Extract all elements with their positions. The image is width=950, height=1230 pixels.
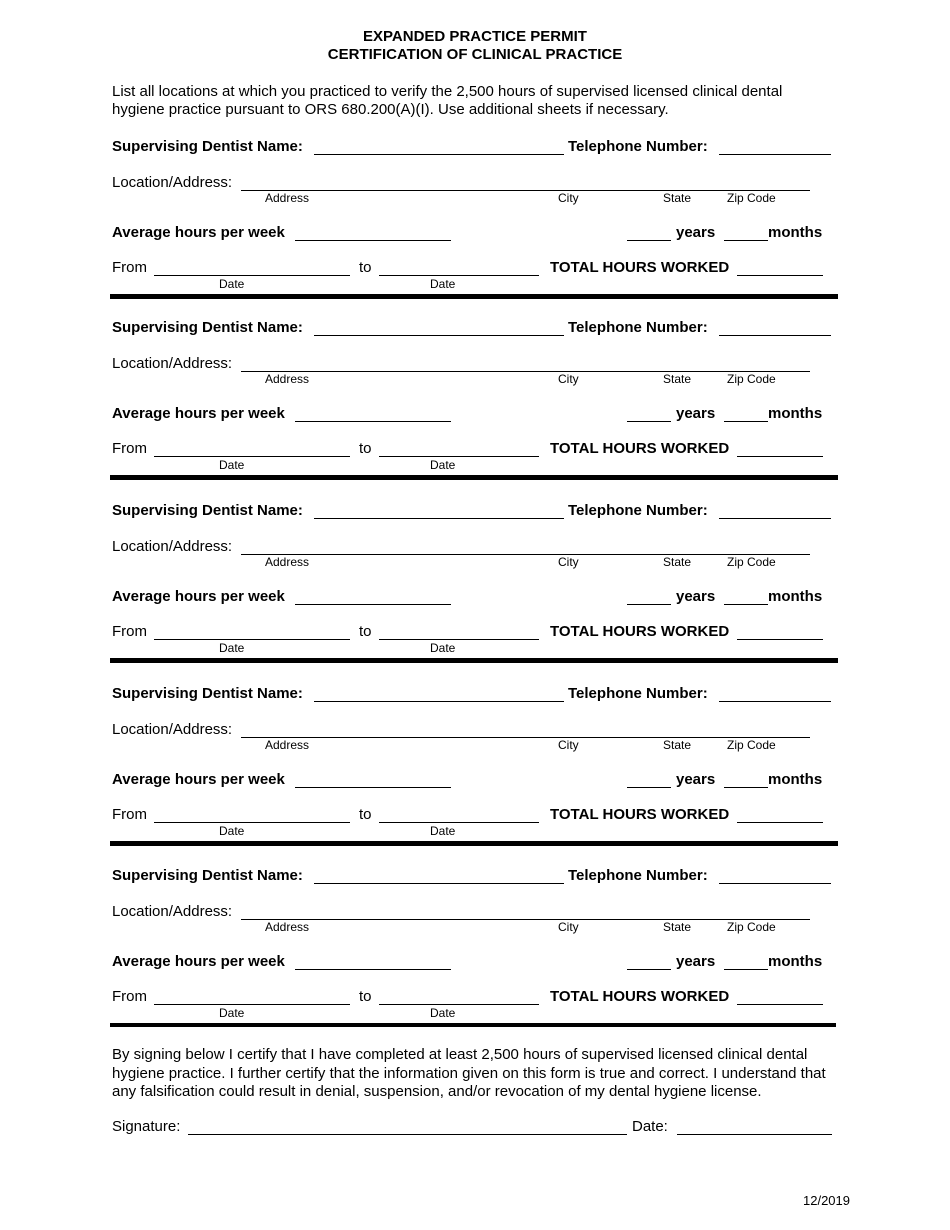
total-hours-label: TOTAL HOURS WORKED — [550, 988, 730, 1005]
address-caption: Address — [265, 191, 310, 205]
to-label: to — [359, 806, 372, 823]
years-label: years — [676, 953, 716, 970]
telephone-label: Telephone Number: — [568, 319, 708, 336]
avg-hours-label: Average hours per week — [112, 405, 285, 422]
location-label: Location/Address: — [112, 355, 233, 372]
telephone-label: Telephone Number: — [568, 138, 708, 155]
to-date-field[interactable] — [379, 1004, 539, 1005]
practice-location-section — [0, 364, 950, 655]
supervising-dentist-field[interactable] — [314, 335, 564, 336]
to-label: to — [359, 623, 372, 640]
state-caption: State — [663, 738, 692, 752]
avg-hours-field[interactable] — [295, 969, 451, 970]
signature-date-field[interactable] — [677, 1134, 832, 1135]
location-label: Location/Address: — [112, 903, 233, 920]
telephone-field[interactable] — [719, 154, 831, 155]
to-date-caption: Date — [430, 277, 456, 291]
total-hours-label: TOTAL HOURS WORKED — [550, 623, 730, 640]
zip-caption: Zip Code — [727, 555, 776, 569]
location-label: Location/Address: — [112, 538, 233, 555]
practice-location-section — [0, 729, 950, 1020]
years-label: years — [676, 588, 716, 605]
to-date-caption: Date — [430, 1006, 456, 1020]
telephone-field[interactable] — [719, 883, 831, 884]
from-date-caption: Date — [219, 824, 245, 838]
form-title: EXPANDED PRACTICE PERMIT — [363, 28, 587, 45]
practice-location-section — [0, 547, 950, 838]
city-caption: City — [558, 920, 579, 934]
address-caption: Address — [265, 738, 310, 752]
to-date-caption: Date — [430, 824, 456, 838]
avg-hours-label: Average hours per week — [112, 588, 285, 605]
to-date-caption: Date — [430, 458, 456, 472]
signature-date-label: Date: — [632, 1118, 668, 1135]
address-caption: Address — [265, 372, 310, 386]
from-label: From — [112, 806, 147, 823]
supervising-dentist-label: Supervising Dentist Name: — [112, 502, 303, 519]
state-caption: State — [663, 191, 692, 205]
signature-label: Signature: — [112, 1118, 181, 1135]
months-field[interactable] — [724, 969, 768, 970]
to-label: to — [359, 988, 372, 1005]
section-divider — [110, 1023, 836, 1027]
supervising-dentist-label: Supervising Dentist Name: — [112, 138, 303, 155]
total-hours-label: TOTAL HOURS WORKED — [550, 440, 730, 457]
city-caption: City — [558, 372, 579, 386]
state-caption: State — [663, 555, 692, 569]
supervising-dentist-field[interactable] — [314, 883, 564, 884]
years-label: years — [676, 771, 716, 788]
location-label: Location/Address: — [112, 174, 233, 191]
location-address-field[interactable] — [241, 919, 810, 920]
address-caption: Address — [265, 920, 310, 934]
city-caption: City — [558, 555, 579, 569]
from-label: From — [112, 988, 147, 1005]
supervising-dentist-field[interactable] — [314, 518, 564, 519]
months-label: months — [768, 771, 823, 788]
from-label: From — [112, 623, 147, 640]
years-label: years — [676, 405, 716, 422]
revision-date: 12/2019 — [803, 1193, 850, 1208]
state-caption: State — [663, 920, 692, 934]
form-subtitle: CERTIFICATION OF CLINICAL PRACTICE — [327, 46, 623, 63]
zip-caption: Zip Code — [727, 191, 776, 205]
supervising-dentist-label: Supervising Dentist Name: — [112, 319, 303, 336]
signature-field[interactable] — [188, 1134, 627, 1135]
avg-hours-label: Average hours per week — [112, 224, 285, 241]
supervising-dentist-label: Supervising Dentist Name: — [112, 685, 303, 702]
certification-statement: By signing below I certify that I have completed at least 2,500 hours of supervised licensed clinical dental hygiene practice. I further certify that the information given on this form is true and correct. I understand that any falsification could result in denial, suspension, and/or revocation of my dental hygiene license. — [112, 1046, 826, 1100]
months-label: months — [768, 588, 823, 605]
from-date-caption: Date — [219, 277, 245, 291]
telephone-label: Telephone Number: — [568, 867, 708, 884]
telephone-field[interactable] — [719, 518, 831, 519]
months-label: months — [768, 224, 823, 241]
zip-caption: Zip Code — [727, 738, 776, 752]
from-label: From — [112, 440, 147, 457]
years-label: years — [676, 224, 716, 241]
to-date-caption: Date — [430, 641, 456, 655]
telephone-field[interactable] — [719, 335, 831, 336]
city-caption: City — [558, 738, 579, 752]
to-label: to — [359, 440, 372, 457]
instructions: List all locations at which you practiced to verify the 2,500 hours of supervised licensed clinical dental hygiene practice pursuant to ORS 680.200(A)(I). Use additional sheets if necessary. — [112, 83, 783, 118]
months-label: months — [768, 405, 823, 422]
years-field[interactable] — [627, 969, 671, 970]
from-date-caption: Date — [219, 641, 245, 655]
to-label: to — [359, 259, 372, 276]
zip-caption: Zip Code — [727, 920, 776, 934]
telephone-field[interactable] — [719, 701, 831, 702]
total-hours-field[interactable] — [737, 1004, 823, 1005]
city-caption: City — [558, 191, 579, 205]
practice-location-section — [0, 181, 950, 472]
supervising-dentist-label: Supervising Dentist Name: — [112, 867, 303, 884]
location-label: Location/Address: — [112, 721, 233, 738]
from-label: From — [112, 259, 147, 276]
zip-caption: Zip Code — [727, 372, 776, 386]
telephone-label: Telephone Number: — [568, 502, 708, 519]
avg-hours-label: Average hours per week — [112, 953, 285, 970]
avg-hours-label: Average hours per week — [112, 771, 285, 788]
supervising-dentist-field[interactable] — [314, 154, 564, 155]
state-caption: State — [663, 372, 692, 386]
total-hours-label: TOTAL HOURS WORKED — [550, 806, 730, 823]
address-caption: Address — [265, 555, 310, 569]
telephone-label: Telephone Number: — [568, 685, 708, 702]
practice-location-section — [0, 0, 950, 291]
months-label: months — [768, 953, 823, 970]
from-date-field[interactable] — [154, 1004, 350, 1005]
from-date-caption: Date — [219, 458, 245, 472]
supervising-dentist-field[interactable] — [314, 701, 564, 702]
from-date-caption: Date — [219, 1006, 245, 1020]
total-hours-label: TOTAL HOURS WORKED — [550, 259, 730, 276]
